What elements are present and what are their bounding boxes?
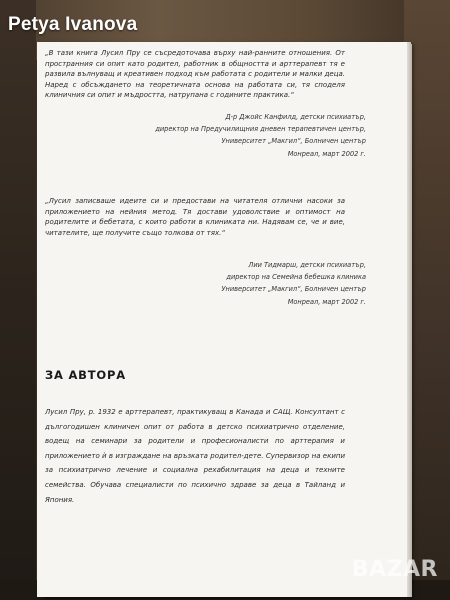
- attribution-line: директор на Семейна бебешка клиника: [226, 273, 366, 282]
- endorsement-quote-2: „Лусил записваше идеите си и предостави на читателя отлични насоки за приложението на нейния метод. Тя достави удоволствие и оптимост на родителите и бебетата, с които работи в клиниката ни. Надявам се, че и вие, читателите, ще получите също толкова от тях.“: [45, 197, 345, 237]
- attribution-line: директор на Предучилищния дневен терапевтичен център,: [155, 125, 366, 134]
- attribution-line: Университет „Макгил“, Болничен център: [221, 137, 366, 146]
- about-author-text: Лусил Пру, р. 1932 е арттерапевт, практикуващ в Канада и САЩ. Консултант с дългогодишен клиничен опит от работа в детско психиатрично отделение, водещ на семинари за родители и професионалисти по арттерапия и приложението ѝ в изграждане на връзката родител-дете. Супервизор на екипи за психиатрично лечение и социална рехабилитация на деца и техните семейства. Обучава специалисти по психично здраве за деца в Тайланд и Япония.: [45, 408, 345, 504]
- attribution-line: Монреал, март 2002 г.: [287, 297, 366, 306]
- book-page-edge: [407, 44, 412, 597]
- background-left: [0, 0, 36, 600]
- attribution-role: детски психиатър,: [298, 261, 366, 269]
- bazar-logo-watermark: BAZAR: [351, 557, 438, 582]
- about-author-heading: ЗА АВТОРА: [45, 368, 126, 382]
- attribution-author: Лии Тидмарш,: [248, 261, 299, 269]
- attribution-line: Монреал, март 2002 г.: [287, 149, 366, 158]
- attribution-line: Университет „Макгил“, Болничен център: [221, 285, 366, 294]
- attribution-author: Д-р Джойс Канфилд,: [225, 113, 299, 121]
- attribution-role: детски психиатър,: [298, 113, 366, 121]
- endorsement-attribution-1: [155, 111, 366, 160]
- endorsement-attribution-2: [222, 259, 366, 308]
- endorsement-quote-1: „В тази книга Лусил Пру се съсредоточава върху най-ранните отношения. От пространния си опит като родител, работник в общността и арттерапевт тя е развила вълнуващ и креативен подход към работата с родители и малки деца. Наред с обсъждането на теоретичната основа на работата си, тя споделя клиничния си опит и мъдростта, натрупана с годините практика.“: [45, 49, 345, 100]
- seller-name-watermark: Petya Ivanova: [8, 14, 138, 35]
